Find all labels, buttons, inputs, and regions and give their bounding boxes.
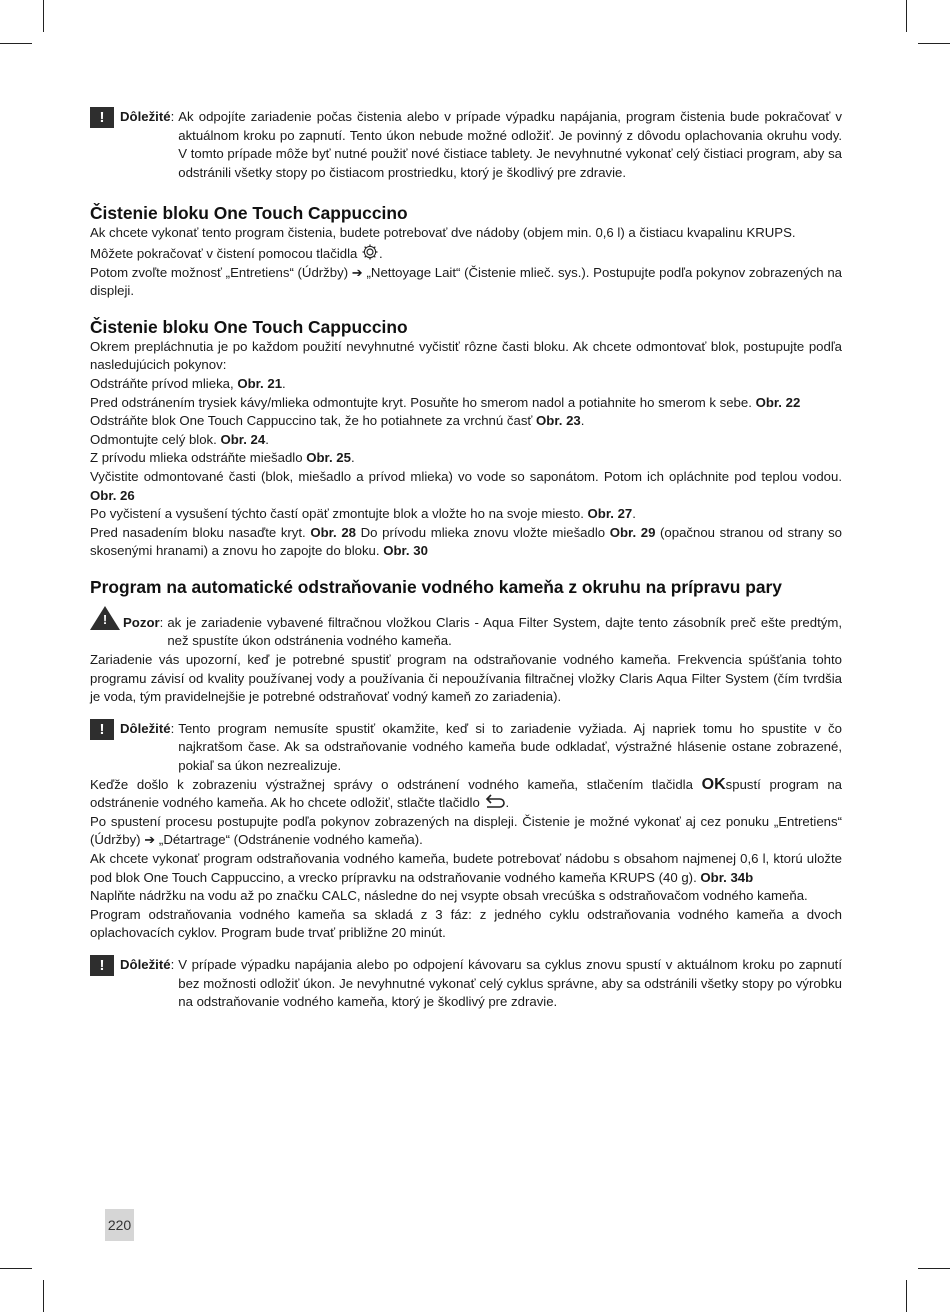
important-note: ! Dôležité : Tento program nemusíte spustiť okamžite, keď si to zariadenie vyžiada. Aj napriek tomu ho spustite v čo najkratšom čase. Ak sa odstraňovanie vodného kameňa bude odkladať, výstražné hlásenie ostane zobrazené, pokiaľ sa úkon nezrealizuje. [90,720,842,776]
note-label: Dôležité [120,109,171,124]
crop-mark [906,0,907,32]
paragraph: Zariadenie vás upozorní, keď je potrebné spustiť program na odstraňovanie vodného kameňa. Frekvencia spúšťania tohto programu závisí od kvality používanej vody a používania či nepoužívania filtračnej vložky Claris Aqua Filter System (čím tvrdšia je voda, tým pravidelnejšie je potrebné odstraňovať vodný kameň zo zariadenia). [90,652,842,705]
paragraph: Potom zvoľte možnosť „Entretiens“ (Údržby) ➔ „Nettoyage Lait“ (Čistenie mlieč. sys.). Postupujte podľa pokynov zobrazených na displeji. [90,264,842,299]
paragraph: Program odstraňovania vodného kameňa sa skladá z 3 fáz: z jedného cyklu odstraňovania vodného kameňa a dvoch oplachovacích cyklov. Program bude trvať približne 20 minút. [90,906,842,941]
crop-mark [0,43,32,44]
note-label: Dôležité [120,720,171,736]
important-icon: ! [90,107,114,128]
important-icon: ! [90,955,114,976]
section-title: Čistenie bloku One Touch Cappuccino [90,316,408,337]
ok-glyph: OK [701,775,726,793]
crop-mark [918,43,950,44]
step: Odstráňte blok One Touch Cappuccino tak, že ho potiahnete za vrchnú časť Obr. 23. [90,413,585,429]
section-title: Čistenie bloku One Touch Cappuccino [90,203,408,224]
gear-icon [361,243,379,261]
warning-note: ! Pozor : ak je zariadenie vybavené filtračnou vložkou Claris - Aqua Filter System, dajte tento zásobník preč ešte predtým, než spustíte úkon odstránenia vodného kameňa. [90,614,842,651]
step: Odmontujte celý blok. Obr. 24. [90,431,269,447]
crop-mark [0,1268,32,1269]
paragraph: Okrem prepláchnutia je po každom použití nevyhnutné vyčistiť rôzne časti bloku. Ak chcete odmontovať blok, postupujte podľa nasledujúcich pokynov: [90,338,842,373]
note-label: Dôležité [120,956,171,972]
step: Vyčistite odmontované časti (blok, miešadlo a prívod mlieka) vo vode so saponátom. Potom ich opláchnite pod teplou vodou. Obr. 26 [90,468,842,503]
page-content [90,108,842,1012]
important-note: ! Dôležité : Ak odpojíte zariadenie počas čistenia alebo v prípade výpadku napájania, program čistenia bude pokračovať v aktuálnom kroku po zapnutí. Tento úkon nebude možné odložiť. Je povinný z dôvodu oplachovania okruhu vody. V tomto prípade môže byť nutné použiť nové čistiace tablety. Je nevyhnutné vykonať celý čistiaci program, aby sa odstránili všetky stopy po čistiacom prostriedku, ktorý je škodlivý pre zdravie. [90,108,842,182]
paragraph: Po spustení procesu postupujte podľa pokynov zobrazených na displeji. Čistenie je možné vykonať aj cez ponuku „Entretiens“ (Údržby) ➔ „Détartrage“ (Odstránenie vodného kameňa). [90,813,842,848]
note-text: Ak odpojíte zariadenie počas čistenia alebo v prípade výpadku napájania, program čistenia bude pokračovať v aktuálnom kroku po zapnutí. Tento úkon nebude možné odložiť. Je povinný z dôvodu oplachovania okruhu vody. V tomto prípade môže byť nutné použiť nové čistiace tablety. Je nevyhnutné vykonať celý čistiaci program, aby sa odstránili všetky stopy po čistiacom prostriedku, ktorý je škodlivý pre zdravie. [178,109,842,180]
important-icon: ! [90,719,114,740]
important-note: ! Dôležité : V prípade výpadku napájania alebo po odpojení kávovaru sa cyklus znovu spustí v aktuálnom kroku po zapnutí bez možnosti odložiť úkon. Je nevyhnutné vykonať celý cyklus správne, aby sa odstránili všetky stopy po výrobku na odstraňovanie vodného kameňa, ktorý je škodlivý pre zdravie. [90,956,842,1012]
paragraph: Ak chcete vykonať tento program čistenia, budete potrebovať dve nádoby (objem min. 0,6 l) a čistiacu kvapalinu KRUPS. [90,225,796,241]
step: Pred odstránením trysiek kávy/mlieka odmontujte kryt. Posuňte ho smerom nadol a potiahnite ho smerom k sebe. Obr. 22 [90,394,801,410]
paragraph: Naplňte nádržku na vodu až po značku CALC, následne do nej vsypte obsah vrecúška s odstraňovačom vodného kameňa. [90,888,808,904]
warning-icon: ! [90,606,120,630]
paragraph: Keďže došlo k zobrazeniu výstražnej správy o odstránení vodného kameňa, stlačením tlačidla OKspustí program na odstránenie vodného kameňa. Ak ho chcete odložiť, stlačte tlačidlo . [90,775,842,811]
step: Po vyčistení a vysušení týchto častí opäť zmontujte blok a vložte ho na svoje miesto. Obr. 27. [90,506,636,522]
step: Odstráňte prívod mlieka, Obr. 21. [90,375,286,391]
note-text: V prípade výpadku napájania alebo po odpojení kávovaru sa cyklus znovu spustí v aktuálnom kroku po zapnutí bez možnosti odložiť úkon. Je nevyhnutné vykonať celý cyklus správne, aby sa odstránili všetky stopy po výrobku na odstraňovanie vodného kameňa, ktorý je škodlivý pre zdravie. [178,956,842,1010]
note-text: ak je zariadenie vybavené filtračnou vložkou Claris - Aqua Filter System, dajte tento zásobník preč ešte predtým, než spustíte úkon odstránenia vodného kameňa. [167,614,842,649]
page-number: 220 [105,1209,134,1241]
note-text: Tento program nemusíte spustiť okamžite, keď si to zariadenie vyžiada. Aj napriek tomu ho spustite v čo najkratšom čase. Ak sa odstraňovanie vodného kameňa bude odkladať, výstražné hlásenie ostane zobrazené, pokiaľ sa úkon nezrealizuje. [178,720,842,774]
crop-mark [43,0,44,32]
crop-mark [906,1280,907,1312]
paragraph: Môžete pokračovať v čistení pomocou tlačidla . [90,243,842,264]
section-title: Program na automatické odstraňovanie vodného kameňa z okruhu na prípravu pary [90,576,782,597]
step: Z prívodu mlieka odstráňte miešadlo Obr. 25. [90,450,355,466]
note-label: Pozor [123,614,160,630]
back-arrow-icon [484,794,506,808]
step: Pred nasadením bloku nasaďte kryt. Obr. 28 Do prívodu mlieka znovu vložte miešadlo Obr. 29 (opačnou stranou od strany so skosenými hranami) a znovu ho zapojte do bloku. Obr. 30 [90,524,842,559]
paragraph: Ak chcete vykonať program odstraňovania vodného kameňa, budete potrebovať nádobu s obsahom najmenej 0,6 l, ktorú uložte pod blok One Touch Cappuccino, a vrecko prípravku na odstraňovanie vodného kameňa KRUPS (40 g). Obr. 34b [90,851,842,885]
crop-mark [918,1268,950,1269]
crop-mark [43,1280,44,1312]
